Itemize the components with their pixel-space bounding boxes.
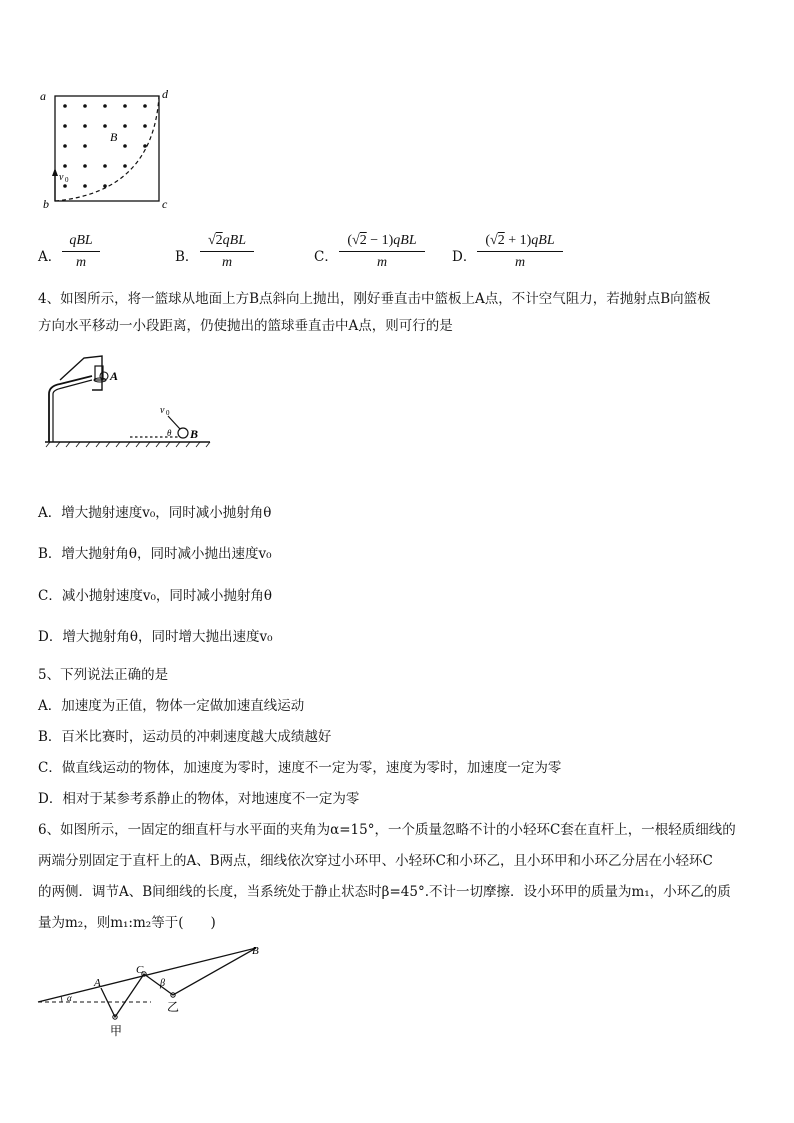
q5-option-a: A．加速度为正值，物体一定做加速直线运动 (38, 698, 305, 714)
rod-rings-figure (36, 940, 271, 1040)
magnetic-field-figure (38, 84, 178, 212)
point-label-B: B (110, 130, 118, 144)
q4-option-a: A．增大抛射速度v₀，同时减小抛射角θ (38, 505, 272, 521)
angle-label-theta: θ (167, 428, 172, 438)
q3-option-b-denominator: m (221, 255, 233, 270)
point-label-A: A (110, 369, 119, 383)
q6-stem-line-4: 量为m₂，则m₁:m₂等于( ) (38, 915, 216, 931)
q3-option-a-denominator: m (75, 255, 87, 270)
q4-option-c: C．减小抛射速度v₀，同时减小抛射角θ (38, 588, 272, 604)
q3-option-b-fraction: √2qBL m (200, 233, 254, 271)
q3-option-b-label: B． (175, 249, 199, 265)
point-label-C: C (136, 964, 144, 976)
ring-label-yi: 乙 (167, 1000, 180, 1014)
corner-label-a: a (40, 89, 46, 103)
q3-option-d-label: D． (452, 249, 477, 265)
corner-label-c: c (162, 197, 168, 211)
angle-label-alpha: α (67, 993, 72, 1003)
q3-option-a-numerator: qBL (62, 233, 100, 252)
q4-stem-line-1: 4、如图所示，将一篮球从地面上方B点斜向上抛出，刚好垂直击中篮板上A点，不计空气阻力，若抛射点B向篮板 (38, 291, 711, 307)
q6-stem-line-1: 6、如图所示，一固定的细直杆与水平面的夹角为α=15°，一个质量忽略不计的小轻环C套在直杆上，一根轻质细线的 (38, 822, 736, 838)
point-label-B: B (190, 427, 199, 441)
velocity-subscript: 0 (166, 409, 170, 417)
point-label-A: A (94, 977, 101, 989)
corner-label-d: d (162, 87, 168, 101)
basketball-figure (40, 350, 215, 448)
q3-option-a-fraction (62, 233, 100, 271)
q5-option-b: B．百米比赛时，运动员的冲刺速度越大成绩越好 (38, 729, 332, 745)
q5-option-d: D．相对于某参考系静止的物体，对地速度不一定为零 (38, 791, 360, 807)
q4-option-d: D．增大抛射角θ，同时增大抛出速度v₀ (38, 629, 273, 645)
velocity-subscript: 0 (65, 176, 69, 184)
velocity-label: v (160, 405, 165, 416)
velocity-label: v (59, 172, 64, 183)
q3-option-d-fraction: (√2 + 1)qBL m (477, 233, 563, 271)
ring-label-jia: 甲 (110, 1024, 123, 1038)
angle-label-beta: β (160, 978, 165, 989)
point-label-B: B (252, 945, 259, 957)
q4-option-b: B．增大抛射角θ，同时减小抛出速度v₀ (38, 546, 272, 562)
q3-options (0, 230, 794, 280)
q3-option-b-radicand: 2 (215, 233, 223, 248)
q4-stem-line-2: 方向水平移动一小段距离，仍使抛出的篮球垂直击中A点，则可行的是 (38, 318, 453, 334)
q3-option-b-numerator: qBL (222, 233, 247, 248)
corner-label-b: b (43, 197, 49, 211)
q5-option-c: C．做直线运动的物体，加速度为零时，速度不一定为零，速度为零时，加速度一定为零 (38, 760, 562, 776)
q5-stem: 5、下列说法正确的是 (38, 667, 169, 683)
q3-option-c-fraction: (√2 − 1)qBL m (339, 233, 425, 271)
q3-option-c-label: C． (314, 249, 338, 265)
q3-option-a-label: A． (38, 249, 62, 265)
q6-stem-line-2: 两端分别固定于直杆上的A、B两点，细线依次穿过小环甲、小轻环C和小环乙，且小环甲和小环乙分居在小轻环C (38, 853, 713, 869)
q6-stem-line-3: 的两侧．调节A、B间细线的长度，当系统处于静止状态时β=45°.不计一切摩擦．设小环甲的质量为m₁，小环乙的质 (38, 884, 731, 900)
